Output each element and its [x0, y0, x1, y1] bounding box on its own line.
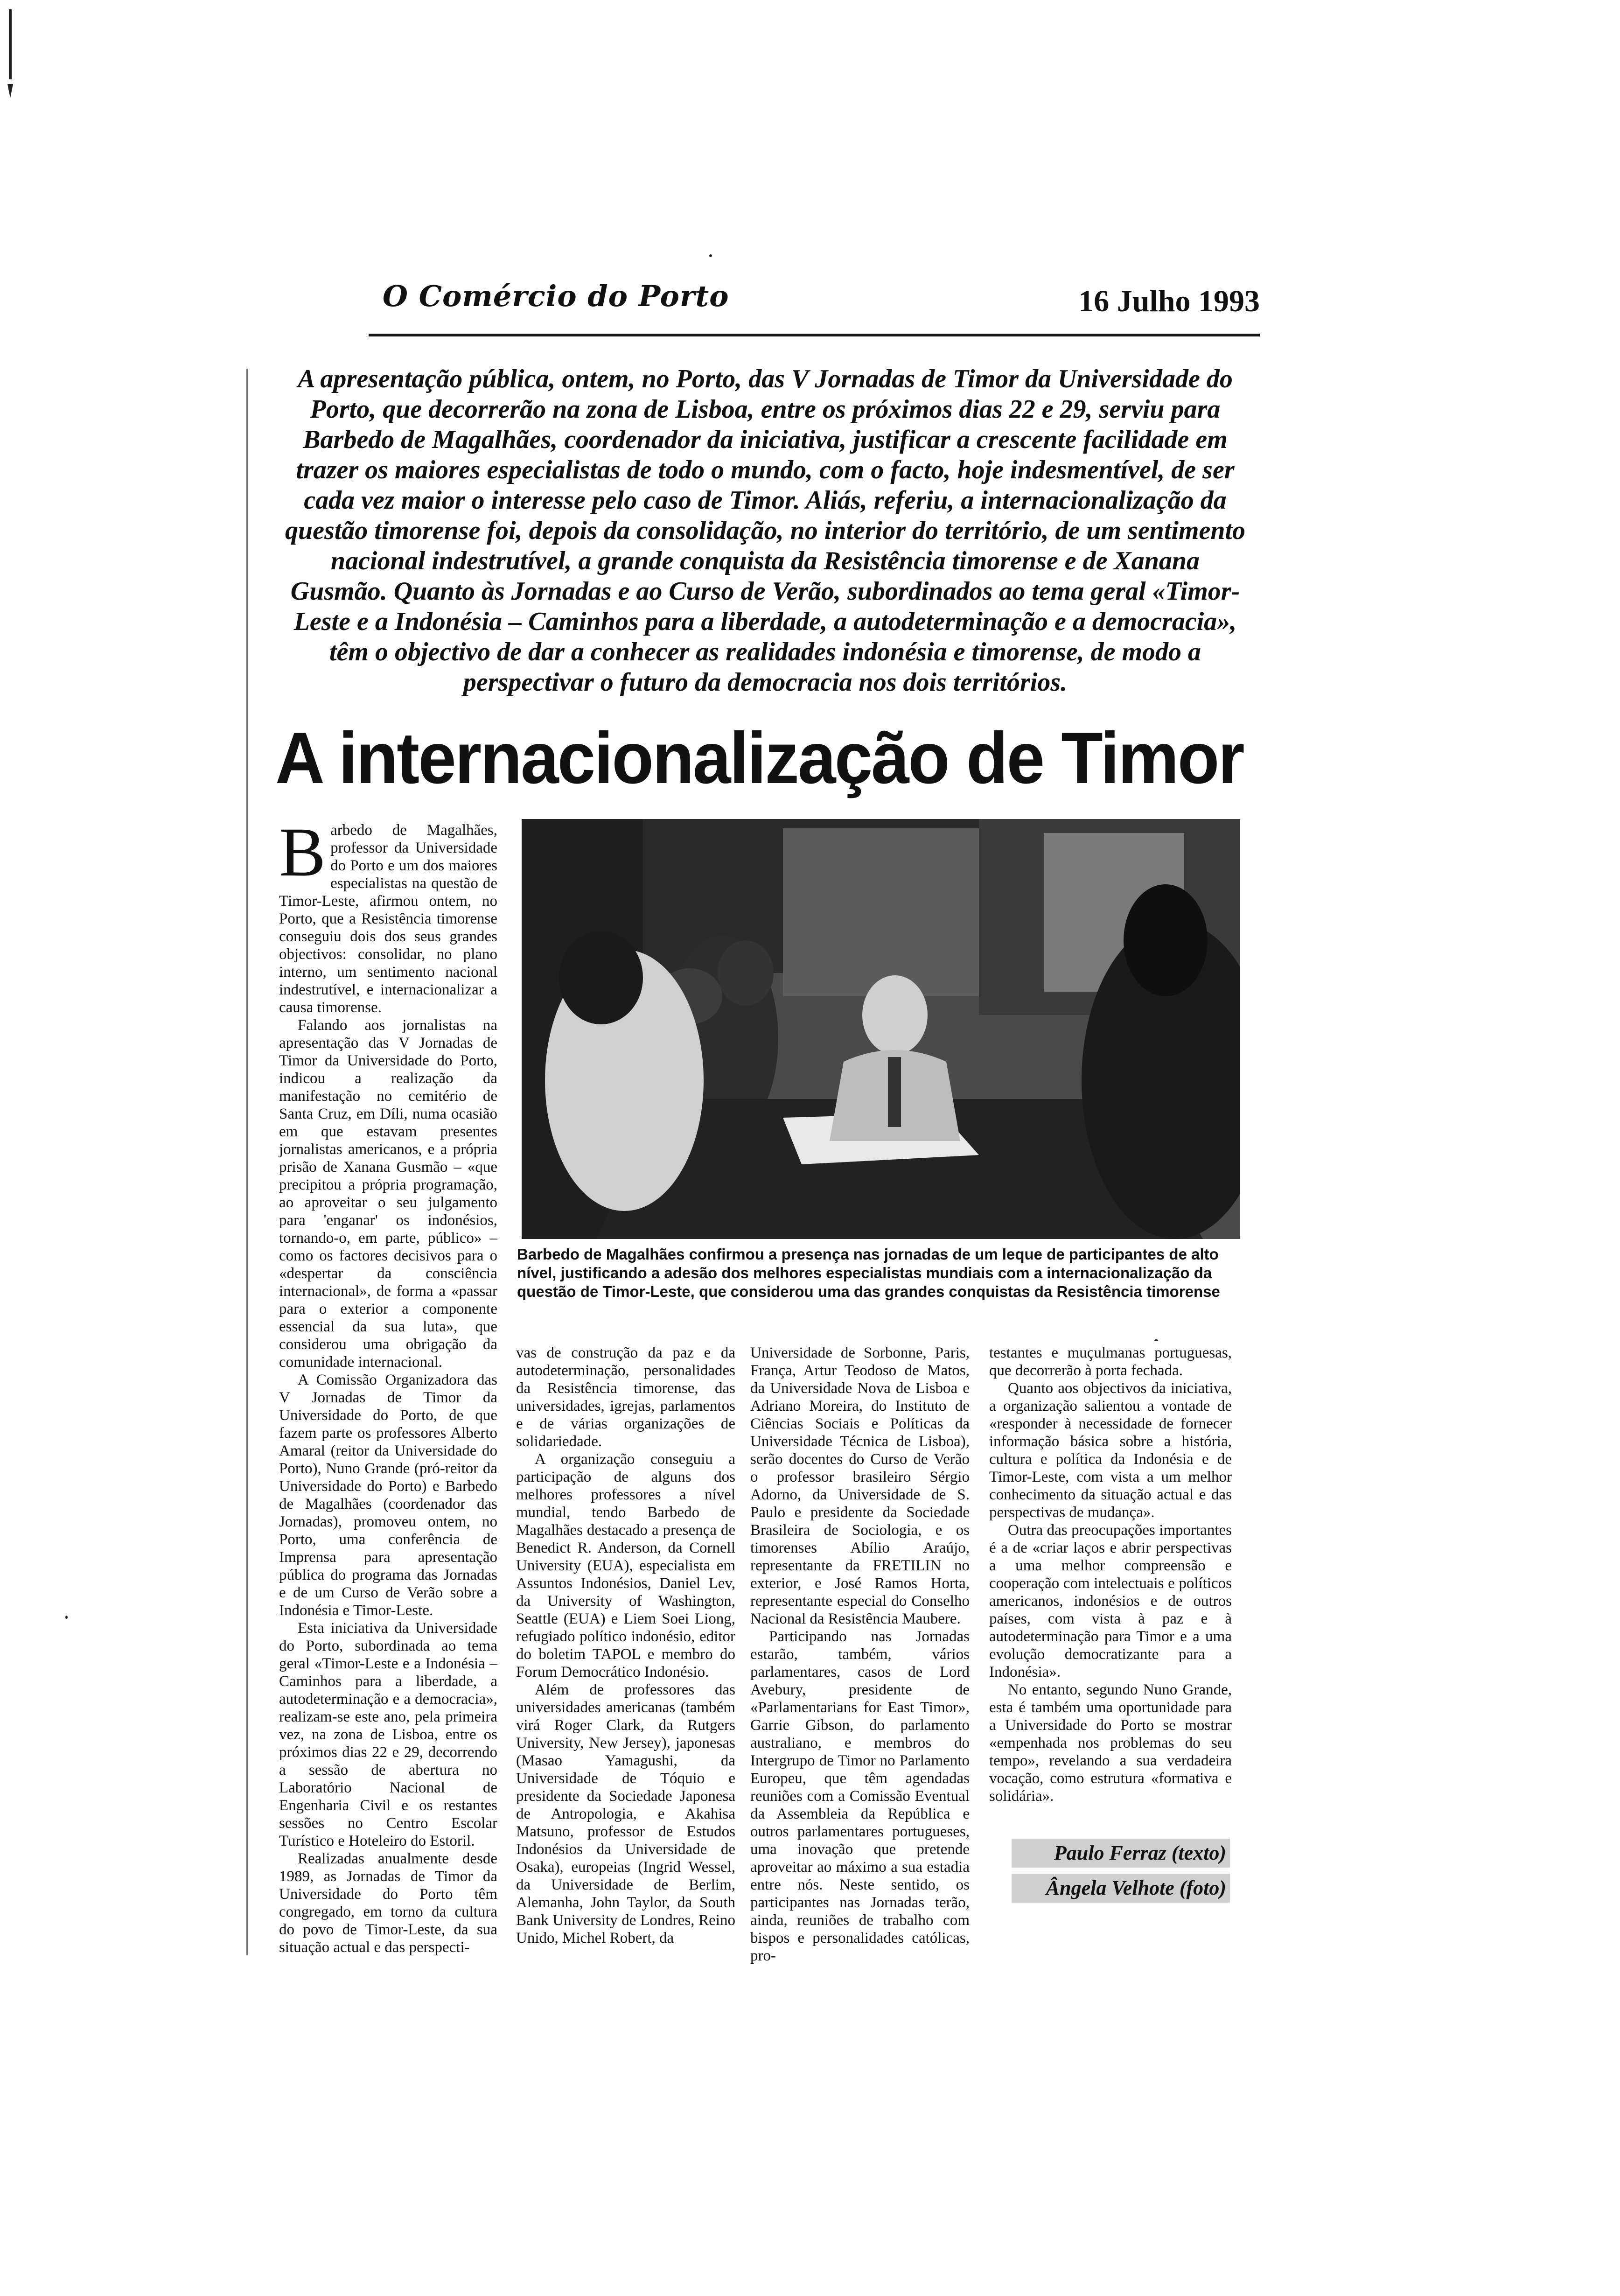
- header-rule: [369, 334, 1260, 336]
- article-column-1: [279, 813, 497, 1956]
- photo-caption: Barbedo de Magalhães confirmou a presença nas jornadas de um leque de participantes de alto nível, justificando a adesão dos melhores especialistas mundiais com a internacionalização da questão de Timor-Leste, que considerou uma das grandes conquistas da Resistência timorense: [517, 1246, 1220, 1300]
- article-column-3: [750, 1344, 970, 1964]
- newspaper-name: O Comércio do Porto: [383, 279, 729, 313]
- issue-date: 16 Julho 1993: [1078, 284, 1260, 318]
- article-column-2: [516, 1344, 735, 1946]
- photo-illustration: [522, 819, 1240, 1239]
- lead-paragraph: A apresentação pública, ontem, no Porto, das V Jornadas de Timor da Universidade do Porto, que decorrerão na zona de Lisboa, entre os próximos dias 22 e 29, serviu para Barbedo de Magalhães, coordenador da iniciativa, justificar a crescente facilidade em trazer os maiores especialistas de todo o mundo, com o facto, hoje indesmentível, de ser cada vez maior o interesse pelo caso de Timor. Aliás, referiu, a internacionalização da questão timorense foi, depois da consolidação, no interior do território, de um sentimento nacional indestrutível, a grande conquista da Resistência timorense e de Xanana Gusmão. Quanto às Jornadas e ao Curso de Verão, subordinados ao tema geral «Timor-Leste e a Indonésia – Caminhos para a liberdade, a autodeterminação e a democracia», têm o objectivo de dar a conhecer as realidades indonésia e timorense, de modo a perspectivar o futuro da democracia nos dois territórios.: [285, 364, 1246, 697]
- ink-speck: [65, 1616, 68, 1619]
- drop-cap: B: [279, 813, 326, 891]
- paragraph: testantes e muçulmanas portuguesas, que decorrerão à porta fechada.: [989, 1344, 1232, 1379]
- paragraph: Outra das preocupações importantes é a de «criar laços e abrir perspectivas a uma melhor compreensão e cooperação com intelectuais e políticos americanos, indonésios e de outros países, com vista à paz e à autodeterminação para Timor e a uma evolução democratizante para a Indonésia».: [989, 1522, 1232, 1680]
- ink-speck: [1154, 1339, 1158, 1341]
- article-column-4: [989, 1344, 1232, 1918]
- pencil-mark: [7, 9, 14, 98]
- paragraph: Esta iniciativa da Universidade do Porto, subordinada ao tema geral «Timor-Leste e a Indonésia – Caminhos para a liberdade, a autodeterminação e a democracia», realizam-se este ano, pela primeira vez, na zona de Lisboa, entre os próximos dias 22 e 29, decorrendo a sessão de abertura no Laboratório Nacional de Engenharia Civil e os restantes sessões no Centro Escolar Turístico e Hoteleiro do Estoril.: [279, 1620, 497, 1849]
- headline: A internacionalização de Timor: [275, 718, 1243, 799]
- paragraph: Além de professores das universidades americanas (também virá Roger Clark, da Rutgers University, New Jersey), japonesas (Masao Yamagushi, da Universidade de Tóquio e presidente da Sociedade Japonesa de Antropologia, e Akahisa Matsuno, professor de Estudos Indonésios da Universidade de Osaka), europeias (Ingrid Wessel, da Universidade de Berlim, Alemanha, John Taylor, da South Bank University de Londres, Reino Unido, Michel Robert, da: [516, 1681, 735, 1946]
- byline-text-author: Paulo Ferraz (texto): [1012, 1839, 1230, 1868]
- paragraph: Participando nas Jornadas estarão, também, vários parlamentares, casos de Lord Avebury, presidente de «Parlamentarians for East Timor», Garrie Gibson, do parlamento australiano, e membros do Intergrupo de Timor no Parlamento Europeu, que têm agendadas reuniões com a Comissão Eventual da Assembleia da República e outros parlamentares portugueses, uma inovação que pretende aproveitar ao máximo a sua estadia entre nós. Neste sentido, os participantes nas Jornadas terão, ainda, reuniões de trabalho com bispos e personalidades católicas, pro-: [750, 1628, 970, 1964]
- paragraph: A Comissão Organizadora das V Jornadas de Timor da Universidade do Porto, de que fazem parte os professores Alberto Amaral (reitor da Universidade do Porto), Nuno Grande (pró-reitor da Universidade do Porto) e Barbedo de Magalhães (coordenador das Jornadas), promoveu ontem, no Porto, uma conferência de Imprensa para apresentação pública do programa das Jornadas e de um Curso de Verão sobre a Indonésia e Timor-Leste.: [279, 1372, 497, 1619]
- paragraph: Barbedo de Magalhães, professor da Universidade do Porto e um dos maiores especialistas na questão de Timor-Leste, afirmou ontem, no Porto, que a Resistência timorense conseguiu dois dos seus grandes objectivos: consolidar, no plano interno, um sentimento nacional indestrutível, e internacionalizar a causa timorense.: [279, 813, 497, 1016]
- paragraph: vas de construção da paz e da autodeterminação, personalidades da Resistência timorense, das universidades, igrejas, parlamentos e de várias organizações de solidariedade.: [516, 1344, 735, 1450]
- paragraph: Falando aos jornalistas na apresentação das V Jornadas de Timor da Universidade do Porto, indicou a realização da manifestação no cemitério de Santa Cruz, em Díli, numa ocasião em que estavam presentes jornalistas americanos, e a própria prisão de Xanana Gusmão – «que precipitou a própria programação, ao aproveitar o seu julgamento para 'enganar' os indonésios, tornando-o, em parte, público» – como os factores decisivos para o «despertar da consciência internacional», de forma a «passar para o exterior a componente essencial da sua luta», que considerou uma obrigação da comunidade internacional.: [279, 1017, 497, 1371]
- byline-photographer: Ângela Velhote (foto): [1012, 1874, 1230, 1903]
- paragraph: Universidade de Sorbonne, Paris, França, Artur Teodoso de Matos, da Universidade Nova de Lisboa e Adriano Moreira, do Instituto de Ciências Sociais e Políticas da Universidade Técnica de Lisboa), serão docentes do Curso de Verão o professor brasileiro Sérgio Adorno, da Universidade de S. Paulo e presidente da Sociedade Brasileira de Sociologia, e os timorenses Abílio Araújo, representante da FRETILIN no exterior, e José Ramos Horta, representante especial do Conselho Nacional da Resistência Maubere.: [750, 1344, 970, 1627]
- paragraph: A organização conseguiu a participação de alguns dos melhores professores a nível mundial, tendo Barbedo de Magalhães destacado a presença de Benedict R. Anderson, da Cornell University (EUA), especialista em Assuntos Indonésios, Daniel Lev, da University of Washington, Seattle (EUA) e Liem Soei Liong, refugiado político indonésio, editor do boletim TAPOL e membro do Forum Democrático Indonésio.: [516, 1451, 735, 1680]
- paragraph: Quanto aos objectivos da iniciativa, a organização salientou a vontade de «responder à necessidade de fornecer informação básica sobre a história, cultura e política da Indonésia e de Timor-Leste, com vista a um melhor conhecimento da situação actual e das perspectivas de mudança».: [989, 1380, 1232, 1521]
- paragraph: Realizadas anualmente desde 1989, as Jornadas de Timor da Universidade do Porto têm congregado, em torno da cultura do povo de Timor-Leste, da sua situação actual e das perspecti-: [279, 1850, 497, 1956]
- ink-speck: [709, 254, 712, 257]
- margin-rule: [246, 369, 248, 1955]
- paragraph: No entanto, segundo Nuno Grande, esta é também uma oportunidade para a Universidade do Porto se mostrar «empenhada nos problemas do seu tempo», revelando a sua verdadeira vocação, como estrutura «formativa e solidária».: [989, 1681, 1232, 1805]
- press-conference-photo: [522, 819, 1240, 1239]
